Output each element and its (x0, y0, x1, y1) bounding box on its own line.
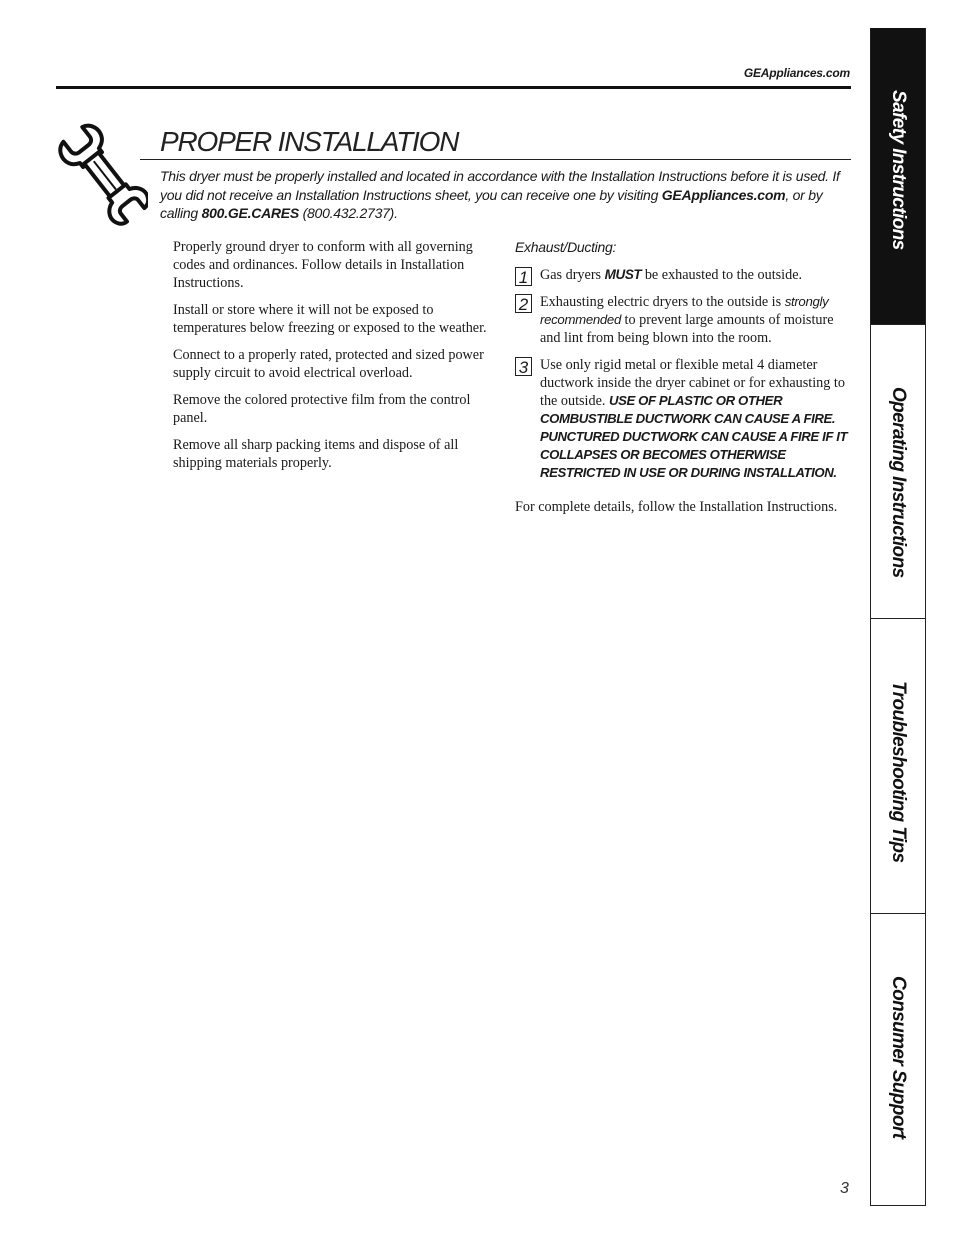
tab-label: Safety Instructions (888, 90, 909, 250)
step-1-text-before: Gas dryers (540, 267, 605, 283)
step-number-2: 2 (515, 294, 532, 313)
exhaust-step-2 (515, 293, 850, 347)
step-3-warning: USE OF PLASTIC OR OTHER COMBUSTIBLE DUCTWORK CAN CAUSE A FIRE. PUNCTURED DUCTWORK CAN CAUSE A FIRE IF IT COLLAPSES OR BECOMES OTHERWISE RESTRICTED IN USE OR DURING INSTALLATION. (540, 393, 848, 480)
list-item: Connect to a properly rated, protected and sized power supply circuit to avoid electrical overload. (173, 347, 484, 381)
tab-label: Operating Instructions (888, 387, 909, 578)
list-item: Install or store where it will not be exposed to temperatures below freezing or exposed to the weather. (173, 302, 487, 336)
step-2-text (540, 294, 834, 346)
list-item: Remove all sharp packing items and dispose of all shipping materials properly. (173, 437, 459, 471)
tab-label: Consumer Support (888, 976, 909, 1139)
exhaust-step-3 (515, 356, 850, 482)
exhaust-step-1 (515, 266, 850, 287)
intro-website-link[interactable]: GEAppliances.com (661, 186, 786, 203)
step-number-3: 3 (515, 357, 532, 376)
step-2-text-before: Exhausting electric dryers to the outside is (540, 294, 785, 310)
intro-text-1: This dryer must be properly installed and located in accordance with the Installation Instructions before it is used. If you did not receive an Installation Instructions sheet, you can receive one by visiting (160, 168, 840, 203)
tab-safety-instructions[interactable] (871, 28, 925, 324)
installation-checklist (173, 238, 498, 481)
step-number-1: 1 (515, 267, 532, 286)
tab-operating-instructions[interactable] (871, 324, 925, 618)
intro-phone: 800.GE.CARES (201, 205, 299, 221)
step-1-emphasis: MUST (604, 267, 642, 282)
tab-troubleshooting-tips[interactable] (871, 618, 925, 913)
tab-label: Troubleshooting Tips (888, 681, 909, 863)
section-tabs (870, 28, 926, 1206)
step-3-text-before: Use only rigid metal or flexible metal 4 diameter ductwork inside the dryer cabinet or for exhausting to the outside. (540, 357, 845, 409)
wrench-icon (58, 118, 148, 228)
title-rule (140, 159, 851, 160)
step-1-text (540, 267, 802, 283)
page-number: 3 (840, 1180, 849, 1197)
step-2-emphasis: strongly recommended (540, 294, 829, 327)
exhaust-ducting-section (515, 238, 850, 516)
site-url: GEAppliances.com (743, 66, 850, 80)
step-1-text-after: be exhausted to the outside. (641, 267, 803, 283)
step-3-text (540, 357, 847, 481)
intro-text-2: , or by calling (160, 186, 823, 221)
header-rule (56, 86, 851, 89)
section-title: PROPER INSTALLATION (160, 126, 459, 157)
step-2-text-after: to prevent large amounts of moisture and lint from being blown into the room. (540, 312, 834, 346)
tab-consumer-support[interactable] (871, 913, 925, 1205)
list-item: Properly ground dryer to conform with all governing codes and ordinances. Follow details in Installation Instructions. (173, 239, 473, 291)
list-item: Remove the colored protective film from the control panel. (173, 392, 471, 426)
exhaust-subhead: Exhaust/Ducting: (515, 239, 617, 255)
intro-text-3: (800.432.2737). (298, 205, 398, 221)
intro-paragraph (160, 167, 850, 223)
closing-note: For complete details, follow the Installation Instructions. (515, 499, 838, 515)
